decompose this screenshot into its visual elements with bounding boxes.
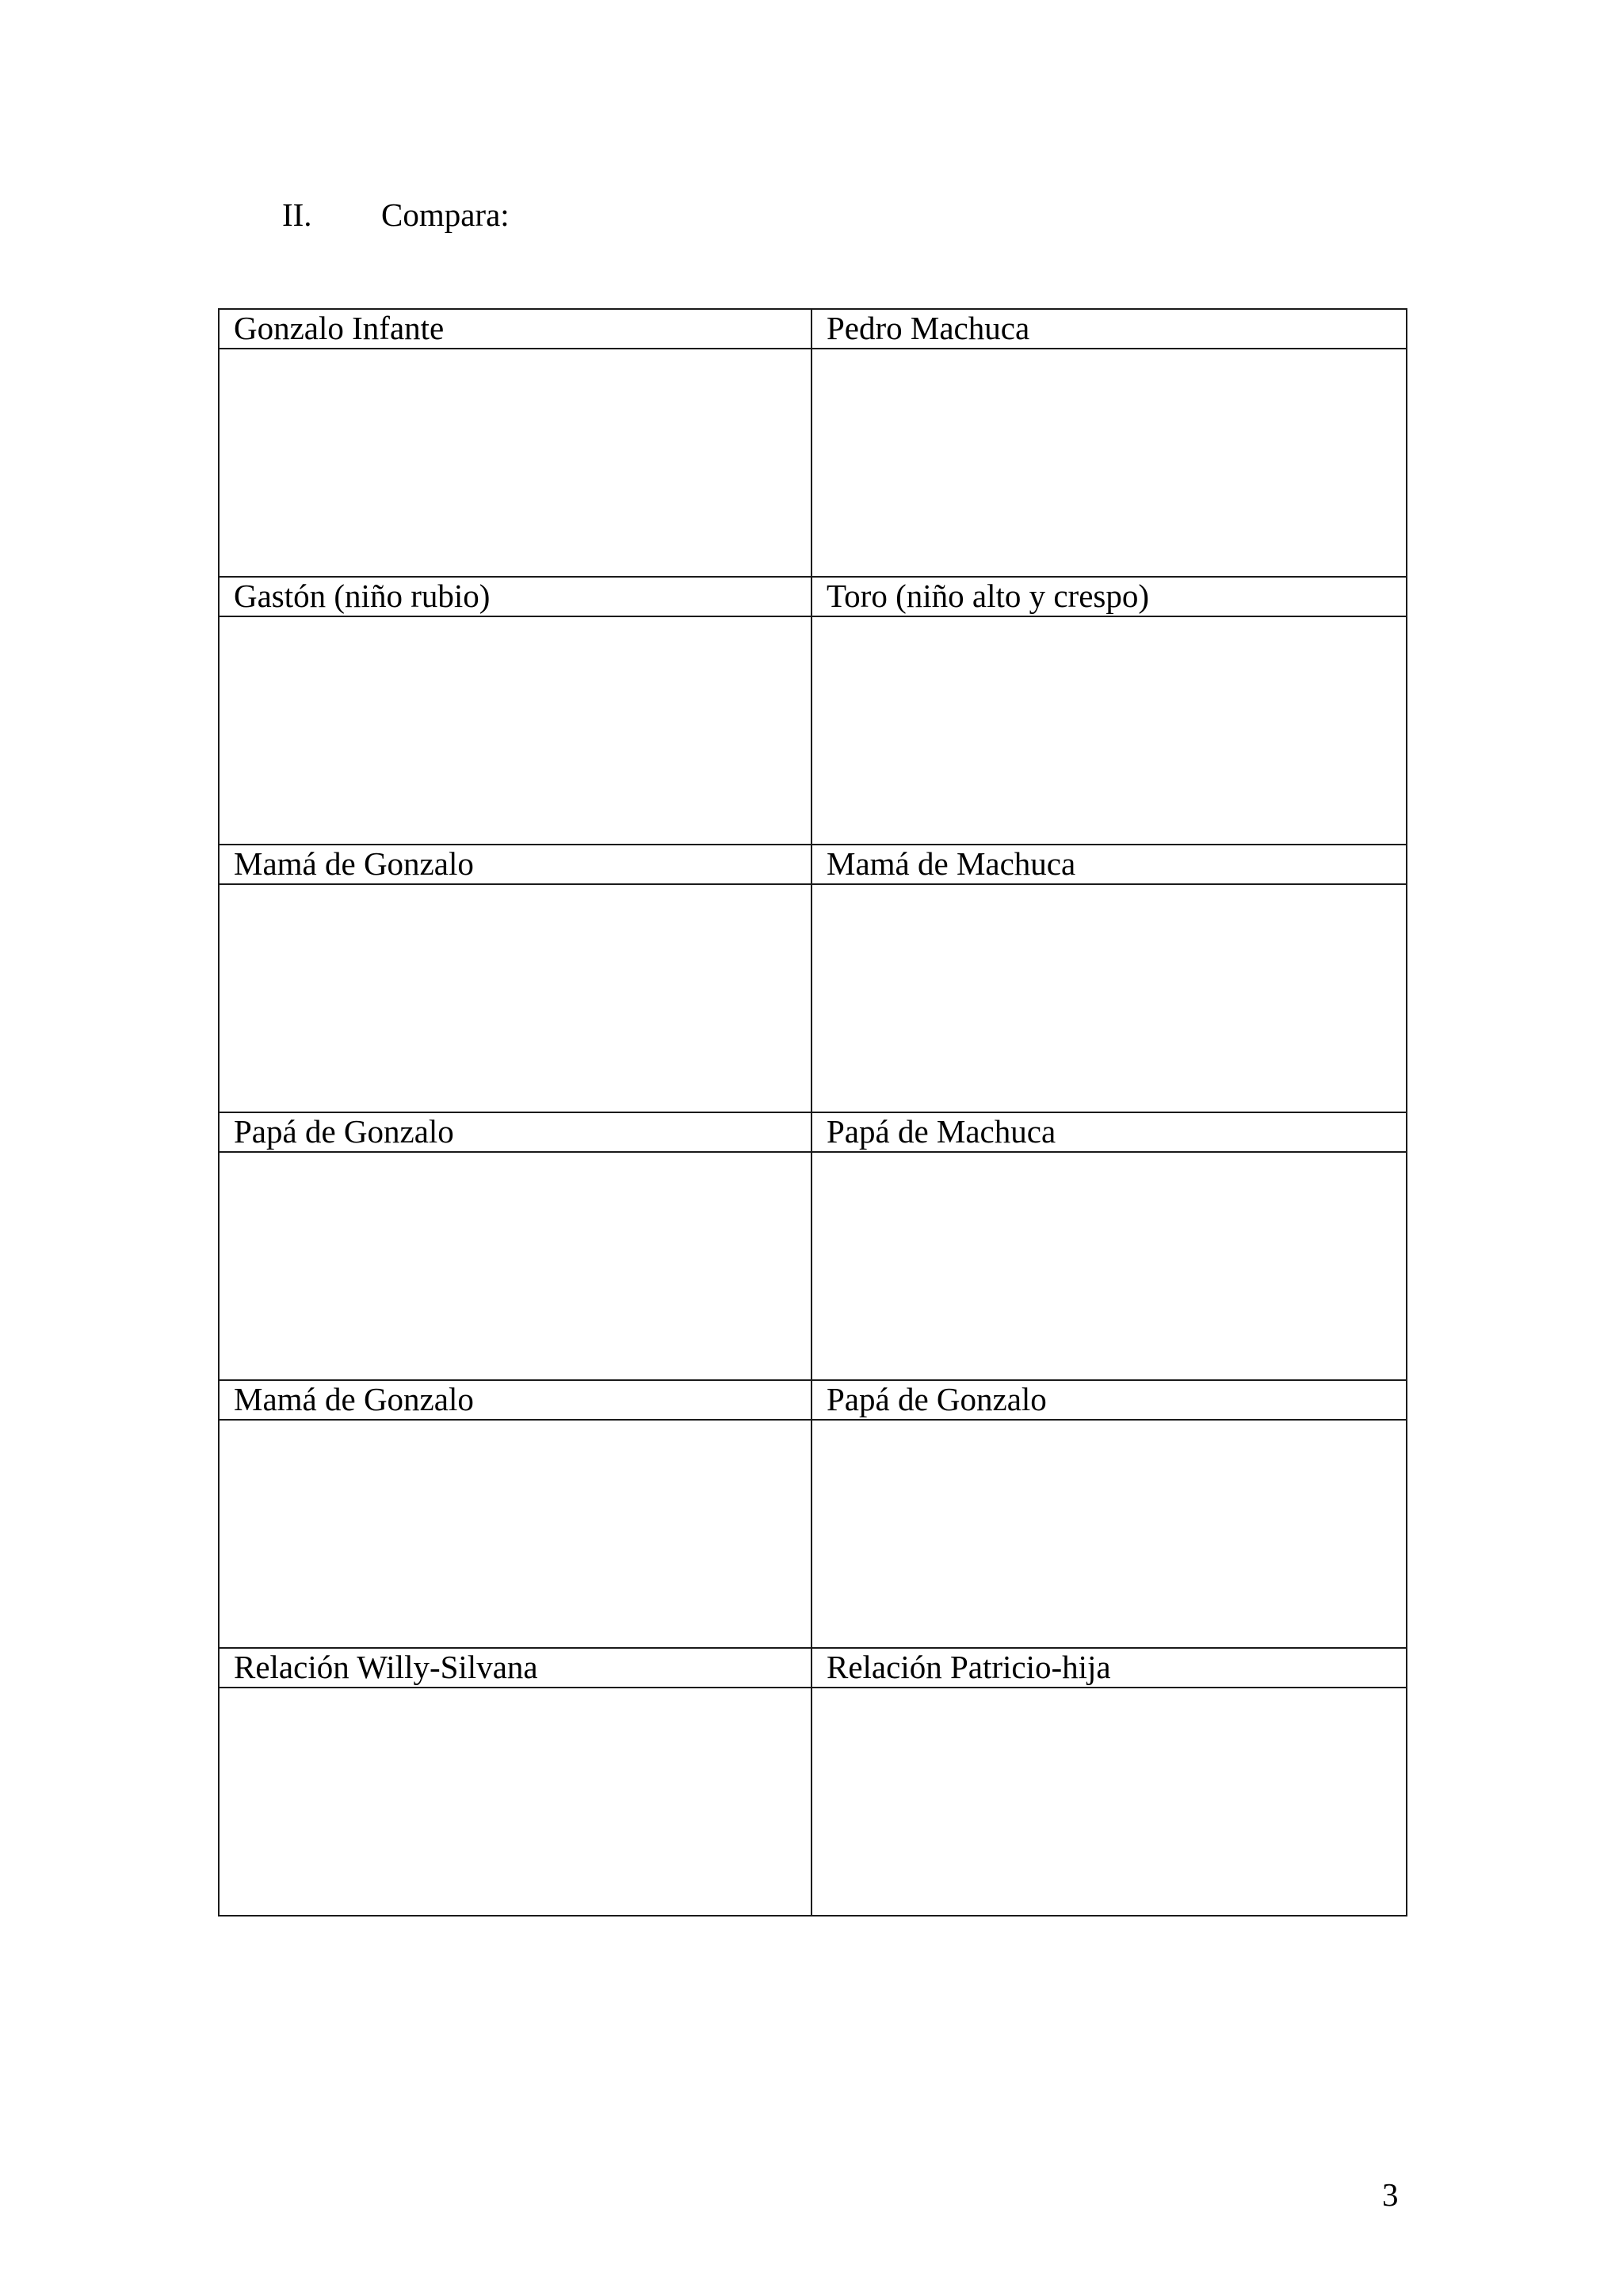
left-heading-cell: Relación Willy-Silvana [219, 1648, 812, 1688]
left-answer-cell[interactable] [219, 349, 812, 577]
answer-row [219, 1152, 1407, 1380]
left-answer-cell[interactable] [219, 616, 812, 845]
right-heading-cell: Papá de Gonzalo [812, 1380, 1407, 1420]
table-row [219, 1648, 1407, 1688]
page-number: 3 [1382, 2176, 1399, 2213]
comparison-table [218, 308, 1407, 1917]
answer-row [219, 1688, 1407, 1916]
answer-row [219, 1420, 1407, 1648]
right-heading-cell: Pedro Machuca [812, 309, 1407, 349]
left-heading-cell: Gastón (niño rubio) [219, 577, 812, 616]
left-answer-cell[interactable] [219, 1688, 812, 1916]
table-row [219, 1112, 1407, 1152]
table-row [219, 845, 1407, 884]
right-answer-cell[interactable] [812, 1420, 1407, 1648]
answer-row [219, 884, 1407, 1112]
right-heading-cell: Toro (niño alto y crespo) [812, 577, 1407, 616]
left-heading-cell: Mamá de Gonzalo [219, 1380, 812, 1420]
right-answer-cell[interactable] [812, 349, 1407, 577]
right-answer-cell[interactable] [812, 884, 1407, 1112]
left-answer-cell[interactable] [219, 1152, 812, 1380]
answer-row [219, 616, 1407, 845]
answer-row [219, 349, 1407, 577]
left-heading-cell: Papá de Gonzalo [219, 1112, 812, 1152]
left-answer-cell[interactable] [219, 884, 812, 1112]
right-heading-cell: Mamá de Machuca [812, 845, 1407, 884]
right-answer-cell[interactable] [812, 616, 1407, 845]
section-numeral: II. [282, 196, 312, 233]
left-heading-cell: Mamá de Gonzalo [219, 845, 812, 884]
section-heading [282, 193, 510, 236]
right-heading-cell: Relación Patricio-hija [812, 1648, 1407, 1688]
right-answer-cell[interactable] [812, 1152, 1407, 1380]
left-heading-cell: Gonzalo Infante [219, 309, 812, 349]
table-row [219, 309, 1407, 349]
table-row [219, 1380, 1407, 1420]
left-answer-cell[interactable] [219, 1420, 812, 1648]
section-title: Compara: [381, 196, 510, 233]
right-answer-cell[interactable] [812, 1688, 1407, 1916]
table-row [219, 577, 1407, 616]
right-heading-cell: Papá de Machuca [812, 1112, 1407, 1152]
